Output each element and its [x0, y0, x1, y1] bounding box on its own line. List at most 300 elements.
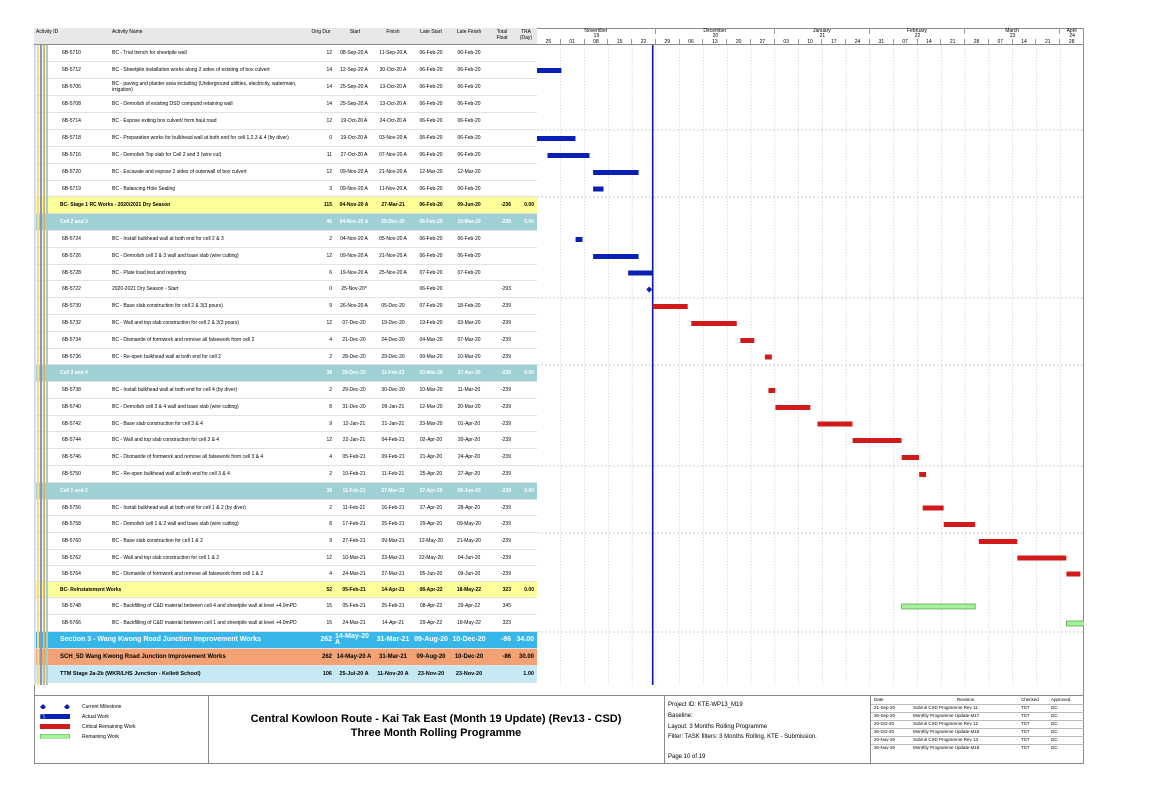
late-finish-cell: 10-Mar-20 [457, 353, 481, 360]
orig-dur-cell: 4 [329, 337, 332, 343]
late-start-cell: 06-Feb-20 [419, 84, 443, 90]
critical-activity-bar [1017, 556, 1066, 561]
total-float-cell [489, 265, 511, 280]
late-finish-cell: 06-Feb-20 [457, 253, 481, 259]
finish-cell: 05-Dec-20 [381, 303, 405, 309]
finish-cell: 11-Sep-20 A [379, 50, 407, 56]
total-float-cell [489, 231, 511, 247]
orig-dur-cell: 2 [329, 471, 332, 477]
orig-dur-cell: 12 [326, 554, 332, 561]
col-activity-id[interactable]: Activity ID [36, 29, 59, 35]
total-float-cell: -239 [500, 219, 511, 225]
actual-activity-bar [537, 68, 561, 73]
late-finish-cell: 06-Feb-20 [457, 67, 481, 73]
activity-row[interactable] [34, 164, 537, 181]
finish-cell: 05-Nov-20 A [379, 236, 407, 242]
activity-row[interactable] [34, 449, 537, 466]
start-cell: 27-Oct-20 A [340, 152, 368, 158]
activity-row[interactable] [34, 96, 537, 113]
start-cell: 26-Nov-20 A [340, 303, 368, 309]
start-cell: 28-Dec-20 [342, 353, 366, 360]
activity-name-cell: BC - Excavate and expose 2 sides of outerwall of box culvert [112, 169, 247, 175]
finish-cell: 03-Nov-20 A [379, 135, 407, 141]
critical-activity-bar [691, 321, 736, 326]
activity-row[interactable] [34, 315, 537, 332]
actual-activity-bar [537, 136, 575, 141]
legend-label: Critical Remaining Work [82, 724, 136, 730]
total-float-cell: -239 [500, 554, 511, 561]
finish-cell [374, 281, 412, 297]
total-float-cell [489, 147, 511, 163]
late-start-cell: 06-Feb-20 [419, 219, 443, 225]
orig-dur-cell: 2 [329, 504, 332, 511]
tra-cell [512, 164, 534, 180]
start-cell: 10-Mar-21 [342, 554, 366, 561]
late-finish-cell: 20-Apr-20 [457, 437, 481, 443]
activity-id-cell: 6B-5724 [62, 236, 81, 242]
orig-dur-cell: 2 [329, 387, 332, 393]
activity-id-cell: 6B-5746 [62, 454, 81, 460]
orig-dur-cell: 9 [329, 538, 332, 544]
finish-cell: 27-Mar-21 [381, 488, 405, 494]
total-float-cell: -86 [502, 654, 511, 660]
month-label: March [965, 28, 1060, 34]
activity-row[interactable] [34, 147, 537, 164]
activity-name-cell: BC - Install bulkhead wall at both end for cell 4 (by diver) [112, 387, 238, 393]
activity-id-cell: 6B-5714 [62, 118, 81, 124]
critical-activity-bar [923, 506, 944, 511]
finish-cell: 09-Feb-21 [381, 454, 405, 460]
total-float-cell: -236 [500, 202, 511, 208]
start-cell: 14-May-20 A [336, 654, 372, 660]
title-block-footer [34, 695, 1084, 764]
week-number-label: 20 [712, 33, 719, 39]
page-number: Page 10 of 19 [668, 754, 706, 760]
activity-row[interactable] [34, 416, 537, 432]
activity-row[interactable] [34, 516, 537, 533]
late-finish-cell: 06-Feb-20 [457, 118, 481, 124]
critical-activity-bar [775, 405, 810, 410]
day-tick-label: 28 [965, 39, 989, 45]
start-cell: 10-Feb-21 [342, 471, 366, 477]
activity-name-cell: BC - Demolish cell 3 & 4 wall and base slab (wire cutting) [112, 404, 239, 410]
activity-row[interactable] [34, 598, 537, 615]
day-tick-label: 21 [1036, 39, 1060, 45]
orig-dur-cell: 2 [329, 353, 332, 360]
activity-row[interactable] [34, 500, 537, 516]
start-cell: 19-Oct-20 A [340, 118, 368, 124]
orig-dur-cell: 9 [329, 420, 332, 427]
month-label: February [870, 28, 965, 34]
activity-id-cell: 6B-5730 [62, 303, 81, 309]
legend-label: Remaining Work [82, 734, 119, 740]
activity-id-cell: 6B-5722 [62, 286, 81, 292]
activity-name-cell: BC - Demolish cell 1 & 2 wall and base slab (wire cutting) [112, 521, 239, 527]
start-cell: 25-Nov-20* [341, 286, 367, 292]
wbs-summary-row[interactable] [34, 666, 537, 683]
total-float-cell: -239 [500, 488, 511, 494]
week-number-label: 22 [914, 33, 921, 39]
activity-name-cell: BC - Plate load test and reporting [112, 269, 186, 276]
activity-row[interactable] [34, 231, 537, 248]
late-start-cell: 09-Mar-20 [419, 353, 443, 360]
critical-activity-bar [919, 472, 926, 477]
finish-cell: 24-Dec-20 [381, 337, 405, 343]
activity-name-cell: BC - Expose exiting box culvert/ form haul road [112, 118, 217, 124]
day-tick-label: 31 [870, 39, 894, 45]
start-cell: 25-Jul-20 A [339, 671, 369, 677]
activity-row[interactable] [34, 298, 537, 315]
late-start-cell: 04-Mar-20 [419, 337, 443, 343]
total-float-cell: -239 [500, 471, 511, 477]
revision-cell-checked: TST [1021, 713, 1030, 718]
revision-cell-revision: Submit CSD Programme Rev 13 [913, 737, 979, 742]
late-start-cell: 06-Feb-20 [419, 152, 443, 158]
activity-name-cell: BC - Demolish cell 2 & 3 wall and base slab (wire cutting) [112, 253, 239, 259]
revision-cell-approved: DC [1051, 745, 1058, 750]
activity-name-cell: BC - Re-open bulkhead wall at both end for cell 2 [112, 353, 221, 360]
late-start-cell: 23-Mar-20 [419, 420, 443, 427]
tra-cell: 0.00 [524, 202, 534, 208]
activity-row[interactable] [34, 615, 537, 632]
col-total-float-2: Float [496, 35, 508, 41]
actual-activity-bar [593, 254, 638, 259]
total-float-cell [489, 62, 511, 78]
actual-bar-icon [40, 714, 70, 719]
revision-cell-revision: Monthly Programme Update M18 [913, 729, 980, 734]
col-late-start[interactable]: Late Start [420, 29, 442, 35]
critical-activity-bar [944, 522, 975, 527]
orig-dur-cell: 0 [329, 286, 332, 292]
activity-id-cell: 6B-5706 [62, 84, 81, 90]
late-finish-cell: 09-Jun-20 [457, 202, 481, 208]
start-cell: 09-Nov-20 A [340, 253, 368, 259]
activity-id-cell: 6B-5764 [62, 570, 81, 577]
finish-cell: 14-Apr-21 [381, 620, 405, 626]
day-tick-label: 14 [1013, 39, 1037, 45]
activity-id-cell: 6B-5708 [62, 101, 81, 107]
total-float-cell [489, 45, 511, 61]
activity-row[interactable] [34, 45, 537, 62]
orig-dur-cell: 2 [329, 236, 332, 242]
title-block [208, 696, 665, 764]
late-finish-cell: 27-Apr-20 [457, 471, 481, 477]
orig-dur-cell: 14 [326, 84, 332, 90]
activity-name-cell: BC - Dismantle of formwork and remove all falsework from cell 2 [112, 337, 255, 343]
finish-cell: 09-Mar-21 [381, 538, 405, 544]
critical-activity-bar [653, 304, 688, 309]
activity-row[interactable] [34, 62, 537, 79]
total-float-cell: -239 [500, 538, 511, 544]
finish-cell: 19-Dec-20 [381, 320, 405, 326]
activity-name-cell: BC - Wall and top slab construction for cell 2 & 3(3 pours) [112, 320, 240, 326]
start-cell: 04-Nov-20 A [339, 202, 369, 208]
tra-cell [512, 615, 534, 631]
activity-name-cell: 2020-2021 Dry Season - Start [112, 286, 179, 292]
total-float-cell: -239 [500, 570, 511, 577]
finish-cell: 30-Dec-20 [381, 387, 405, 393]
orig-dur-cell: 38 [326, 370, 332, 376]
start-cell: 25-Sep-20 A [340, 84, 368, 90]
activity-row[interactable] [34, 382, 537, 399]
day-tick-label: 20 [727, 39, 751, 45]
activity-row[interactable] [34, 281, 537, 298]
total-float-cell: -239 [500, 387, 511, 393]
actual-activity-bar [593, 187, 603, 192]
orig-dur-cell: 8 [329, 521, 332, 527]
orig-dur-cell: 9 [329, 303, 332, 309]
finish-cell: 09-Jan-21 [381, 404, 405, 410]
orig-dur-cell: 12 [326, 437, 332, 443]
late-finish-cell: 10-Dec-20 [454, 654, 484, 660]
total-float-cell: -239 [500, 353, 511, 360]
total-float-cell [489, 79, 511, 95]
revision-cell-approved: DC [1051, 721, 1058, 726]
tra-cell [512, 248, 534, 264]
activity-id-cell: 6B-5712 [62, 67, 81, 73]
activity-row[interactable] [34, 550, 537, 566]
activity-id-cell: Cell 1 and 2 [60, 488, 88, 494]
tra-cell [512, 181, 534, 196]
late-start-cell: 12-Mar-20 [419, 169, 443, 175]
tra-cell [512, 399, 534, 415]
activity-id-cell: 6B-5732 [62, 320, 81, 326]
activity-row[interactable] [34, 79, 537, 96]
total-float-cell: -239 [500, 370, 511, 376]
day-tick-label: 15 [608, 39, 632, 45]
orig-dur-cell: 14 [326, 101, 332, 107]
activity-id-cell: Cell 2 and 3 [60, 219, 88, 225]
revision-cell-approved: DC [1051, 713, 1058, 718]
start-cell: 05-Feb-21 [342, 454, 366, 460]
month-label: April [1060, 28, 1084, 34]
revision-cell-date: 20-Nov-20 [874, 737, 896, 742]
revision-cell-date: 30-Oct-20 [874, 729, 895, 734]
col-finish[interactable]: Finish [386, 29, 400, 35]
tra-cell: 1.00 [523, 671, 534, 677]
late-start-cell: 07-Feb-20 [419, 269, 443, 276]
critical-activity-bar [818, 422, 853, 427]
activity-row[interactable] [34, 181, 537, 197]
activity-id-cell: 6B-5738 [62, 387, 81, 393]
late-start-cell: 10-Mar-20 [419, 370, 443, 376]
late-finish-cell: 07-Mar-20 [457, 337, 481, 343]
activity-table [34, 45, 537, 685]
wbs-summary-row[interactable] [34, 632, 537, 649]
activity-row[interactable] [34, 332, 537, 349]
activity-row[interactable] [34, 566, 537, 582]
tra-cell [512, 598, 534, 614]
activity-id-cell: 6B-5762 [62, 554, 81, 561]
late-start-cell: 06-Feb-20 [419, 50, 443, 56]
start-cell: 17-Feb-21 [342, 521, 366, 527]
late-finish-cell: 09-Jun-20 [457, 570, 481, 577]
tra-cell [512, 550, 534, 565]
orig-dur-cell: 8 [329, 404, 332, 410]
revision-cell-revision: Submit CSD Programme Rev 11 [913, 705, 978, 710]
finish-cell: 31-Mar-21 [376, 636, 410, 643]
col-orig-dur[interactable]: Orig Dur [311, 29, 331, 35]
orig-dur-cell: 36 [326, 488, 332, 494]
late-finish-cell: 04-Jun-20 [457, 554, 481, 561]
start-cell: 07-Dec-20 [342, 320, 366, 326]
col-late-finish[interactable]: Late Finish [456, 29, 482, 35]
total-float-cell: -86 [500, 636, 511, 643]
day-tick-label: 29 [656, 39, 680, 45]
late-start-cell: 06-Feb-20 [419, 286, 443, 292]
orig-dur-cell: 12 [326, 253, 332, 259]
late-start-cell: 27-Apr-20 [419, 488, 443, 494]
orig-dur-cell: 46 [326, 219, 332, 225]
activity-name-cell: BC - Re-open bulkhead wall at both end for cell 3 & 4 [112, 471, 230, 477]
activity-row[interactable] [34, 265, 537, 281]
wbs-summary-row[interactable] [34, 483, 537, 500]
project-id: Project ID: KTE-WP13_M19 [668, 702, 743, 708]
activity-name-cell: BC - Sheetpile installation works along 2 sides of existing of box culvert [112, 67, 270, 73]
wbs-summary-row[interactable] [34, 649, 537, 666]
finish-cell: 21-Nov-20 A [379, 169, 407, 175]
col-tra-1[interactable]: TRA [521, 29, 531, 35]
orig-dur-cell: 4 [329, 570, 332, 577]
revision-cell-approved: DC [1051, 705, 1058, 710]
col-total-float-1[interactable]: Total [496, 29, 508, 35]
col-tra-2: (Day) [519, 35, 533, 41]
start-cell: 04-Nov-20 A [339, 219, 369, 225]
orig-dur-cell: 52 [326, 586, 332, 593]
total-float-cell: 323 [502, 620, 511, 626]
tra-cell: 0.00 [524, 488, 534, 494]
revision-table [871, 696, 1084, 764]
report-subtitle: Three Month Rolling Programme [350, 727, 522, 739]
start-cell: 19-Oct-20 A [340, 135, 368, 141]
activity-row[interactable] [34, 466, 537, 483]
revision-cell-checked: TST [1021, 737, 1030, 742]
orig-dur-cell: 12 [326, 50, 332, 56]
start-cell: 05-Feb-21 [342, 603, 366, 609]
week-number-label: 24 [1069, 33, 1075, 39]
tra-cell [512, 566, 534, 581]
orig-dur-cell: 15 [326, 620, 332, 626]
finish-cell: 27-Mar-21 [381, 570, 405, 577]
late-finish-cell: 21-May-20 [457, 538, 481, 544]
day-tick-label: 10 [799, 39, 823, 45]
activity-id-cell: 6B-5736 [62, 353, 81, 360]
finish-cell: 29-Dec-20 [381, 219, 405, 225]
late-finish-cell: 27-Apr-20 [457, 370, 481, 376]
activity-row[interactable] [34, 130, 537, 147]
late-finish-cell: 06-Feb-20 [457, 185, 481, 192]
critical-activity-bar [979, 539, 1017, 544]
col-start[interactable]: Start [349, 29, 361, 35]
total-float-cell [489, 181, 511, 196]
finish-cell: 11-Feb-21 [381, 471, 405, 477]
revision-header-checked: Checked [1021, 697, 1039, 702]
tra-cell [512, 45, 534, 61]
activity-row[interactable] [34, 113, 537, 130]
finish-cell: 24-Oct-20 A [379, 118, 407, 124]
activity-row[interactable] [34, 399, 537, 416]
tra-cell [512, 500, 534, 515]
orig-dur-cell: 14 [326, 67, 332, 73]
late-finish-cell: 18-May-22 [457, 620, 481, 626]
start-cell: 27-Feb-21 [342, 538, 366, 544]
wbs-summary-row[interactable] [34, 214, 537, 231]
tra-cell: 34.00 [516, 636, 534, 643]
activity-row[interactable] [34, 248, 537, 265]
tra-cell [512, 382, 534, 398]
revision-cell-date: 30-Sep-20 [874, 713, 896, 718]
activity-name-cell: BC - Install bulkhead wall at both end for cell 2 & 3 [112, 236, 224, 242]
late-finish-cell: 29-Apr-22 [457, 603, 481, 609]
start-cell: 12-Jan-21 [342, 420, 366, 427]
activity-id-cell: 6B-5760 [62, 538, 81, 544]
day-tick-label: 06 [680, 39, 704, 45]
start-cell: 24-Mar-21 [342, 620, 366, 626]
actual-activity-bar [628, 271, 652, 276]
activity-id-cell: SCH_5D Wang Kwong Road Junction Improvement Works [60, 654, 226, 660]
late-finish-cell: 03-Mar-20 [457, 320, 481, 326]
legend-label: Actual Work [82, 714, 109, 720]
day-tick-label: 28 [1060, 39, 1084, 45]
late-finish-cell: 10-Mar-20 [457, 219, 481, 225]
revision-header-revision: Revision [957, 697, 975, 702]
start-cell: 24-Mar-21 [342, 570, 366, 577]
tra-cell [512, 449, 534, 465]
table-header [34, 28, 537, 45]
day-tick-label: 03 [775, 39, 799, 45]
total-float-cell: -239 [500, 404, 511, 410]
tra-cell [512, 281, 534, 297]
activity-id-cell: Section 3 - Wang Kwong Road Junction Improvement Works [60, 636, 262, 643]
late-start-cell: 06-Feb-20 [419, 185, 443, 192]
total-float-cell: -239 [500, 504, 511, 511]
total-float-cell [489, 130, 511, 146]
activity-id-cell: 6B-5719 [62, 185, 81, 192]
col-activity-name[interactable]: Activity Name [112, 29, 143, 35]
activity-row[interactable] [34, 533, 537, 550]
late-start-cell: 09-Aug-20 [414, 636, 448, 643]
total-float-cell: -239 [500, 521, 511, 527]
legend [34, 696, 209, 764]
start-cell: 08-Sep-20 A [340, 50, 368, 56]
late-finish-cell: 09-May-20 [457, 521, 481, 527]
wbs-summary-row[interactable] [34, 365, 537, 382]
wbs-summary-row[interactable] [34, 582, 537, 598]
late-finish-cell: 28-Apr-20 [457, 504, 481, 511]
activity-row[interactable] [34, 432, 537, 449]
late-start-cell: 23-Nov-20 [417, 671, 445, 677]
activity-name-cell: BC - Wall and top slab construction for cell 3 & 4 [112, 437, 220, 443]
orig-dur-cell: 0 [329, 135, 332, 141]
late-start-cell: 06-Feb-20 [419, 101, 443, 107]
revision-header-approved: Approved [1051, 697, 1071, 702]
wbs-level-stripes [34, 45, 52, 685]
activity-id-cell: 6B-5740 [62, 404, 81, 410]
day-tick-label: 07 [989, 39, 1013, 45]
revision-cell-date: 30-Nov-20 [874, 745, 896, 750]
activity-row[interactable] [34, 349, 537, 365]
tra-cell [512, 265, 534, 280]
start-cell: 04-Nov-20 A [340, 236, 368, 242]
day-tick-label: 01 [561, 39, 585, 45]
finish-cell: 07-Nov-20 A [379, 152, 407, 158]
finish-cell: 27-Mar-21 [381, 202, 405, 208]
total-float-cell: 345 [502, 603, 511, 609]
activity-id-cell: 6B-5728 [62, 269, 81, 276]
late-start-cell: 06-Feb-20 [419, 253, 443, 259]
orig-dur-cell: 12 [326, 320, 332, 326]
wbs-summary-row[interactable] [34, 197, 537, 214]
